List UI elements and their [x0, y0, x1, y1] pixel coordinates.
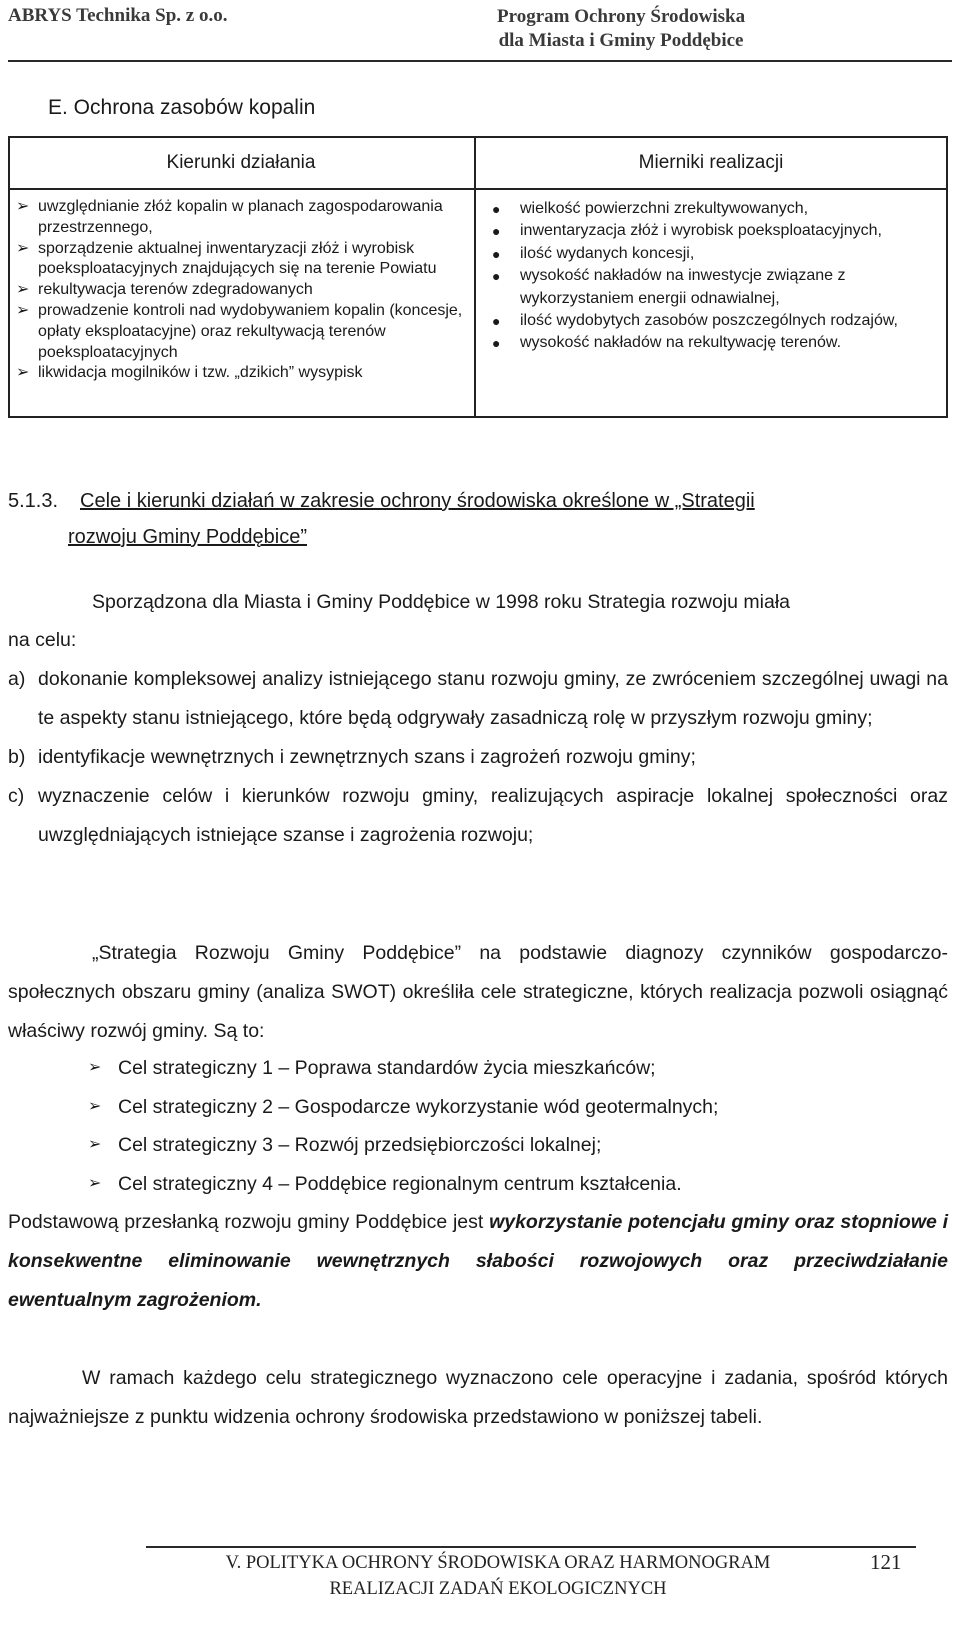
paragraph-basis	[8, 1203, 948, 1320]
company-name: ABRYS Technika Sp. z o.o.	[8, 5, 228, 26]
strategic-goal-text: Cel strategiczny 1 – Poprawa standardów życia mieszkańców;	[118, 1057, 656, 1079]
table-column-divider	[474, 136, 476, 418]
arrow-bullet-icon: ➢	[16, 364, 30, 382]
section-heading-line1: Cele i kierunki działań w zakresie ochrony środowiska określone w „Strategii	[80, 490, 755, 512]
action-item	[16, 280, 466, 301]
arrow-bullet-icon: ➢	[16, 301, 30, 319]
action-item-text: rekultywacja terenów zdegradowanych	[38, 281, 313, 299]
dot-bullet-icon: ●	[492, 268, 501, 285]
section-heading-line2: rozwoju Gminy Poddębice”	[68, 526, 307, 548]
paragraph-basis-emphasis: wykorzystanie potencjału gminy oraz stopniowe i konsekwentne eliminowanie wewnętrznych słabości rozwojowych oraz przeciwdziałanie ewentualnym zagrożeniom.	[8, 1211, 948, 1311]
aim-label: a)	[8, 668, 26, 690]
footer-chapter-title	[118, 1550, 878, 1602]
section-heading	[8, 483, 948, 555]
header-rule	[8, 60, 952, 62]
strategic-goals-list	[88, 1049, 718, 1203]
strategic-goal-text: Cel strategiczny 4 – Poddębice regionalnym centrum kształcenia.	[118, 1172, 682, 1195]
aim-item	[8, 777, 948, 855]
measure-item-text: ilość wydobytych zasobów poszczególnych rodzajów,	[520, 312, 898, 330]
aim-label: c)	[8, 785, 25, 807]
footer-line2: REALIZACJI ZADAŃ EKOLOGICZNYCH	[329, 1579, 667, 1599]
aim-text: wyznaczenie celów i kierunków rozwoju gminy, realizujących aspiracje lokalnej społeczności oraz uwzględniających istniejące szanse i zagrożenia rozwoju;	[38, 785, 948, 846]
section-title: E. Ochrona zasobów kopalin	[48, 96, 316, 119]
table-header-measures: Mierniki realizacji	[638, 152, 784, 173]
measure-item	[490, 220, 942, 242]
paragraph-operational-goals: W ramach każdego celu strategicznego wyznaczono cele operacyjne i zadania, spośród których najważniejsze z punktu widzenia ochrony środowiska przedstawiono w poniższej tabeli.	[8, 1367, 948, 1428]
table-header-divider	[8, 188, 948, 190]
page-number: 121	[870, 1550, 902, 1574]
action-item-text: prowadzenie kontroli nad wydobywaniem kopalin (koncesje, opłaty eksploatacyjne) oraz rekultywacją terenów poeksploatacyjnych	[38, 301, 463, 361]
strategic-goal-item	[88, 1088, 718, 1127]
action-item-text: sporządzenie aktualnej inwentaryzacji złóż i wyrobisk poeksploatacyjnych znajdujących się na terenie Powiatu	[38, 239, 437, 278]
dot-bullet-icon: ●	[492, 201, 501, 217]
arrow-bullet-icon: ➢	[88, 1136, 102, 1153]
action-item-text: likwidacja mogilników i tzw. „dzikich” wysypisk	[38, 364, 363, 382]
measure-item	[490, 310, 942, 332]
footer-line1: V. POLITYKA OCHRONY ŚRODOWISKA ORAZ HARMONOGRAM	[225, 1553, 771, 1573]
actions-list	[16, 197, 466, 384]
arrow-bullet-icon: ➢	[16, 198, 30, 215]
action-item	[16, 239, 466, 281]
measure-item-text: wielkość powierzchni zrekultywowanych,	[520, 200, 809, 217]
aim-label: b)	[8, 746, 26, 768]
dot-bullet-icon: ●	[492, 313, 501, 330]
table-header-actions: Kierunki działania	[166, 152, 316, 173]
arrow-bullet-icon: ➢	[88, 1097, 102, 1115]
measure-item	[490, 198, 942, 220]
arrow-bullet-icon: ➢	[16, 239, 30, 257]
dot-bullet-icon: ●	[492, 245, 501, 262]
aim-item	[8, 660, 948, 738]
footer-rule	[146, 1546, 916, 1548]
measure-item	[490, 243, 942, 265]
aim-text: dokonanie kompleksowej analizy istniejącego stanu rozwoju gminy, ze zwróceniem szczególnej uwagi na te aspekty stanu istniejącego, które będą odgrywały zasadniczą rolę w przyszłym rozwoju gminy;	[38, 668, 948, 729]
measure-item-text: ilość wydanych koncesji,	[520, 244, 695, 262]
measure-item-text: wysokość nakładów na inwestycje związane z wykorzystaniem energii odnawialnej,	[520, 267, 846, 307]
arrow-bullet-icon: ➢	[88, 1059, 102, 1076]
program-title-line1: Program Ochrony Środowiska	[497, 6, 746, 27]
strategic-goal-text: Cel strategiczny 3 – Rozwój przedsiębiorczości lokalnej;	[118, 1134, 602, 1156]
section-number: 5.1.3.	[8, 490, 59, 512]
measure-item	[490, 332, 942, 354]
strategic-goal-item	[88, 1049, 718, 1088]
paragraph-basis-plain: Podstawową przesłanką rozwoju gminy Poddębice jest	[8, 1211, 490, 1233]
strategic-goal-text: Cel strategiczny 2 – Gospodarcze wykorzystanie wód geotermalnych;	[118, 1095, 719, 1118]
paragraph-lead: Sporządzona dla Miasta i Gminy Poddębice w 1998 roku Strategia rozwoju miała	[92, 591, 791, 613]
strategic-goal-item	[88, 1126, 718, 1165]
aim-text: identyfikacje wewnętrznych i zewnętrznych szans i zagrożeń rozwoju gminy;	[38, 746, 696, 768]
action-item	[16, 363, 466, 384]
dot-bullet-icon: ●	[492, 335, 501, 352]
measure-item	[490, 265, 942, 310]
measures-list	[490, 198, 942, 355]
program-title	[497, 5, 745, 53]
dot-bullet-icon: ●	[492, 223, 501, 240]
paragraph-lead-continued: na celu:	[8, 629, 77, 651]
paragraph-strategy: „Strategia Rozwoju Gminy Poddębice” na podstawie diagnozy czynników gospodarczo-społecznych obszaru gminy (analiza SWOT) określiła cele strategiczne, których realizacja pozwoli osiągnąć właściwy rozwój gminy. Są to:	[8, 942, 948, 1042]
measure-item-text: wysokość nakładów na rekultywację terenów.	[520, 334, 842, 352]
measure-item-text: inwentaryzacja złóż i wyrobisk poeksploatacyjnych,	[520, 222, 882, 240]
action-item	[16, 197, 466, 239]
aim-item	[8, 738, 948, 777]
arrow-bullet-icon: ➢	[88, 1174, 102, 1192]
action-item-text: uwzględnianie złóż kopalin w planach zagospodarowania przestrzennego,	[38, 198, 443, 236]
program-title-line2: dla Miasta i Gminy Poddębice	[498, 30, 744, 51]
arrow-bullet-icon: ➢	[16, 281, 30, 299]
strategic-goal-item	[88, 1165, 718, 1204]
aims-list	[8, 660, 948, 855]
action-item	[16, 301, 466, 363]
